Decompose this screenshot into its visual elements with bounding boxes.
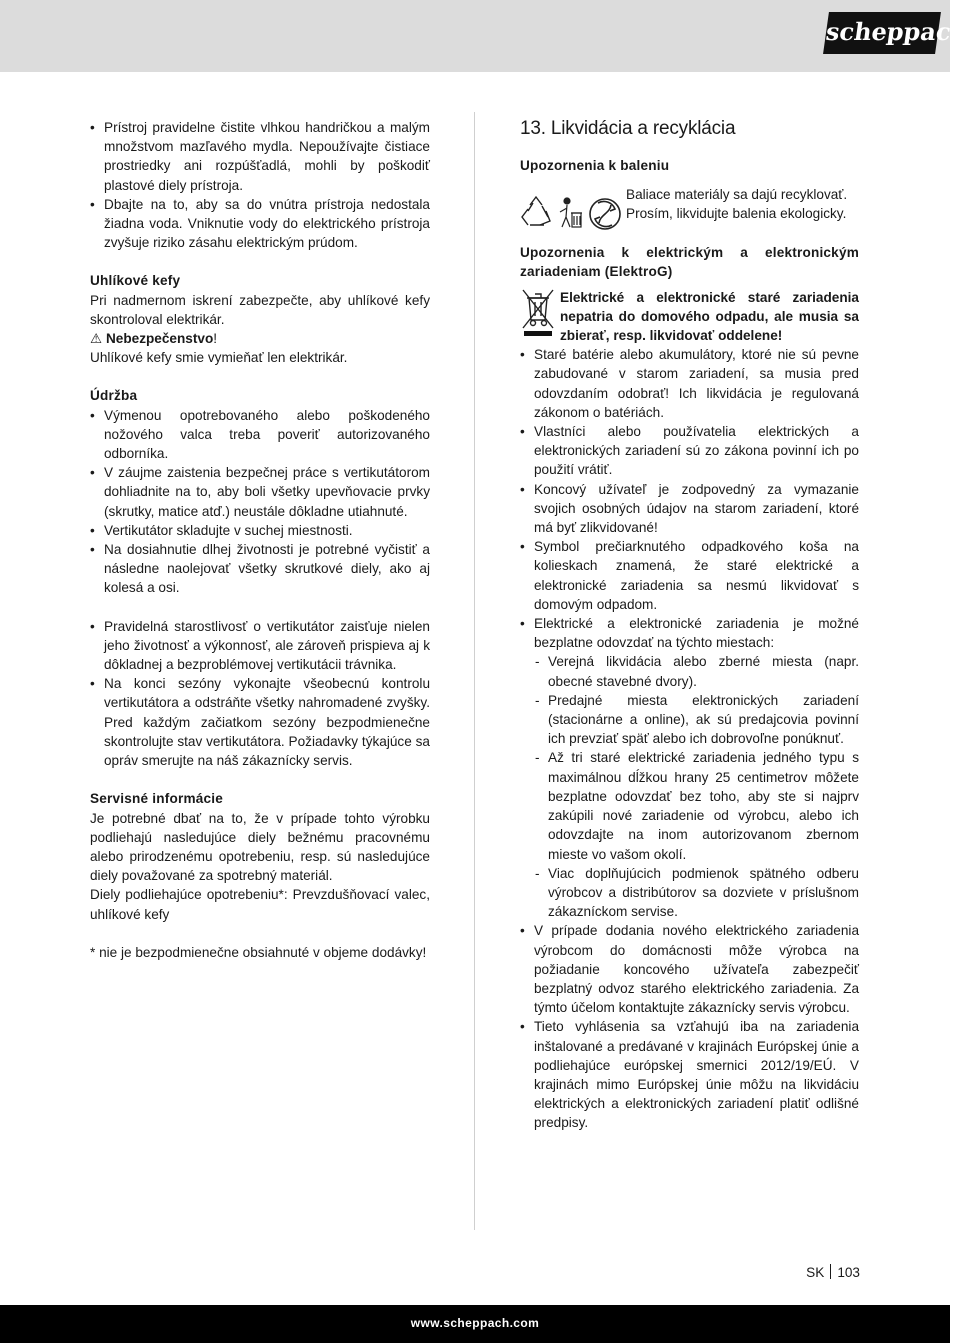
- list-item: • Prístroj pravidelne čistite vlhkou handričkou a malým množstvom mazľavého mydla. Nepoužívajte čistiace prostriedky ani rozpúšťadlá, mohli by poškodiť plastové diely prístroja.: [90, 118, 430, 195]
- footer-bar: [0, 1305, 950, 1343]
- packaging-icons: [520, 195, 624, 233]
- packaging-block: [520, 187, 859, 243]
- service-info-text: Je potrebné dbať na to, že v prípade tohto výrobku podliehajú nasledujúce diely bežnému pracovnému alebo prirodzenému opotrebeniu, resp. sú nasledujúce diely považované za spotrebný materiál.: [90, 810, 430, 884]
- packaging-heading: Upozornenia k baleniu: [520, 158, 670, 173]
- sub-list-item: - Verejná likvidácia alebo zberné miesta (napr. obecné stavebné dvory).: [534, 652, 859, 690]
- list-item: • V záujme zaistenia bezpečnej práce s vertikutátorom dohliadnite na to, aby boli všetky upevňovacie prvky (skrutky, matice atď.) neustále dôkladne utiahnuté.: [90, 463, 430, 521]
- carbon-brushes-text: Pri nadmernom iskrení zabezpečte, aby uhlíkové kefy skontroloval elektrikár.: [90, 292, 430, 327]
- cleaning-list: [90, 118, 430, 252]
- weee-heading: Upozornenia k elektrickým a elektronickým zariadeniam (ElektroG): [520, 245, 859, 280]
- list-item: • Na konci sezóny vykonajte všeobecnú kontrolu vertikutátora a odstráňte všetky nahromadené zvyšky. Pred každým začiatkom sezóny bezpodmienečne skontrolujte stav vertikutátora. Požiadavky týkajúce sa opráv smerujte na náš zákaznícky servis.: [90, 674, 430, 770]
- website-link[interactable]: www.scheppach.com: [410, 1316, 540, 1330]
- brand-logo: scheppach: [823, 12, 941, 54]
- list-item: • Tieto vyhlásenia sa vzťahujú iba na zariadenia inštalované a predávané v krajinách Európskej únie a podliehajúce európskej smernici 2012/19/EÚ. V krajinách mimo Európskej únie môžu na likvidáciu elektrických a elektronických zariadení platiť odlišné predpisy.: [520, 1017, 859, 1132]
- warning-mark: !: [213, 331, 218, 347]
- page-number: [806, 1264, 860, 1280]
- list-item: • Vertikutátor skladujte v suchej miestnosti.: [90, 521, 430, 540]
- carbon-brushes-heading: Uhlíkové kefy: [90, 273, 181, 289]
- list-item: • Koncový užívateľ je zodpovedný za vymazanie svojich osobných údajov na starom zariadení, ktoré má byť zlikvidované!: [520, 480, 859, 538]
- sub-list-item: - Predajné miesta elektronických zariadení (stacionárne a online), ak sú predajcovia povinní ich prevziať späť alebo ich dobrovoľne ponúknuť.: [534, 691, 859, 749]
- list-item: • V prípade dodania nového elektrického zariadenia výrobcom do domácnosti môže výrobca na požiadanie koncového užívateľa zabezpečiť bezplatný odvoz starého elektrického zariadenia. Za týmto účelom kontaktujte zákaznícky servis výrobcu.: [520, 921, 859, 1017]
- sub-list-item: - Až tri staré elektrické zariadenia jedného typu s maximálnou dĺžkou hrany 25 centimetrov môžete bezplatne odovzdať bez toho, aby ste si najprv zakúpili nové zariadenie od výrobcu, alebo ich odovzdajte na inom autorizovanom zbernom mieste vo vašom okolí.: [534, 748, 859, 863]
- weee-list: [520, 345, 859, 1132]
- list-item: • Výmenou opotrebovaného alebo poškodeného nožového valca treba poveriť autorizovaného odborníka.: [90, 406, 430, 464]
- maintenance-list-2: [90, 617, 430, 771]
- header-bar: [0, 0, 971, 72]
- list-item-text: Elektrické a elektronické zariadenia je možné bezplatne odovzdať na týchto miestach:: [534, 616, 859, 651]
- maintenance-heading: Údržba: [90, 388, 138, 404]
- tidyman-icon: [560, 198, 582, 227]
- left-column: [90, 118, 430, 962]
- collection-points-list: [534, 652, 859, 921]
- footnote: * nie je bezpodmienečne obsiahnuté v objeme dodávky!: [90, 944, 427, 960]
- danger-warning: [90, 329, 430, 348]
- language-code: SK: [806, 1265, 825, 1280]
- warning-label: Nebezpečenstvo: [105, 331, 214, 347]
- weee-block: [520, 288, 859, 346]
- section-heading: 13. Likvidácia a recyklácia: [520, 118, 736, 139]
- list-item: • Dbajte na to, aby sa do vnútra prístroja nedostala žiadna voda. Vniknutie vody do elektrického prístroja zvyšuje riziko zásahu elektrickým prúdom.: [90, 195, 430, 253]
- list-item: • Pravidelná starostlivosť o vertikutátor zaisťuje nielen jeho životnosť a výkonnosť, ale zároveň prispieva aj k dôkladnej a bezproblémovej vertikutácii trávnika.: [90, 617, 430, 675]
- maintenance-list: [90, 406, 430, 598]
- sub-list-item: - Viac doplňujúcich podmienok spätného odberu výrobcov a distribútorov sa dozviete v príslušnom zákazníckom servise.: [534, 864, 859, 922]
- list-item: [520, 614, 859, 921]
- page-number-value: 103: [837, 1265, 860, 1280]
- list-item: • Vlastníci alebo používatelia elektrických a elektronických zariadení sú zo zákona povinní ich po použití vrátiť.: [520, 422, 859, 480]
- service-info-text-2: Diely podliehajúce opotrebeniu*: Prevzdušňovací valec, uhlíkové kefy: [90, 887, 430, 922]
- warning-icon: ⚠: [90, 331, 103, 347]
- packaging-text: Baliace materiály sa dajú recyklovať. Prosím, likvidujte balenia ekologicky.: [626, 187, 848, 222]
- recycle-icon: [522, 197, 550, 225]
- weee-highlight-text: Elektrické a elektronické staré zariadenia nepatria do domového odpadu, ale musia sa zbierať, resp. likvidovať oddelene!: [560, 289, 859, 344]
- service-info-heading: Servisné informácie: [90, 791, 224, 807]
- right-column: [520, 118, 859, 1133]
- page-number-separator: [830, 1264, 831, 1279]
- list-item: • Symbol prečiarknutého odpadkového koša na kolieskach znamená, že staré elektrické a elektronické zariadenia sa nesmú likvidovať s domovým odpadom.: [520, 537, 859, 614]
- crossed-bin-icon: [520, 288, 556, 338]
- list-item: • Staré batérie alebo akumulátory, ktoré nie sú pevne zabudované v starom zariadení, sa musia pred odovzdaním odobrať! Ich likvidácia je regulovaná zákonom o batériách.: [520, 345, 859, 422]
- column-divider: [474, 112, 475, 1230]
- list-item: • Na dosiahnutie dlhej životnosti je potrebné vyčistiť a následne naolejovať všetky skrutkové diely, ako aj kolesá a osi.: [90, 540, 430, 598]
- green-dot-icon: [590, 199, 620, 229]
- carbon-brushes-text-2: Uhlíkové kefy smie vymieňať len elektrikár.: [90, 350, 348, 366]
